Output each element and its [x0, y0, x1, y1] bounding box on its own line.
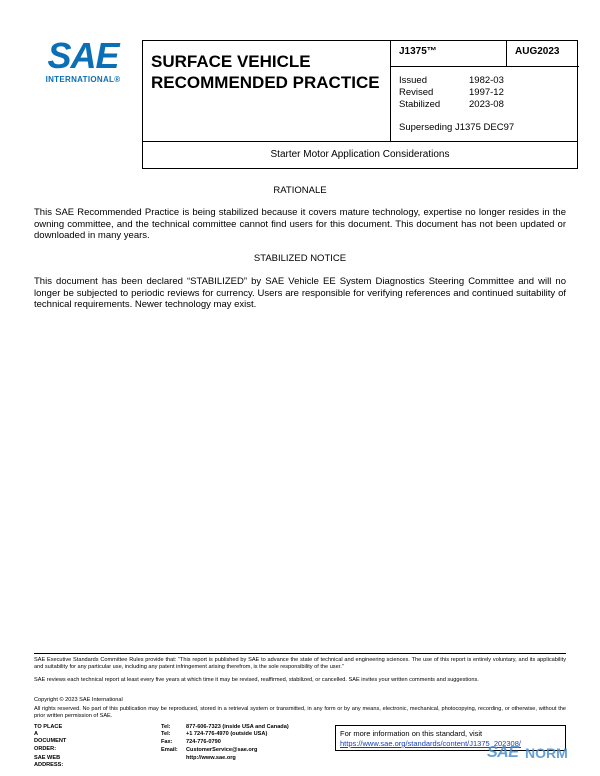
footer-rules-text: SAE Executive Standards Committee Rules provide that: “This report is published by SAE to advance the state of technical and engineering sciences. The use of this report is entirely voluntary, and its applicability and suitability for any particular use, including any patent infringement arising therefrom, is the sole responsibility of the user.”: [34, 657, 566, 670]
issued-label: Issued: [399, 75, 427, 86]
rationale-heading: RATIONALE: [273, 185, 327, 196]
document-type-box: [143, 41, 391, 141]
sae-logo: [38, 35, 128, 88]
logo-brand: SAE: [47, 35, 119, 76]
document-type: [151, 51, 380, 93]
email-value: CustomerService@sae.org: [186, 747, 258, 753]
document-dates: [399, 75, 504, 111]
tel2-label: Tel:: [161, 731, 171, 737]
standard-link[interactable]: https://www.sae.org/standards/content/J1375_202308/: [340, 739, 521, 748]
footer-copyright: Copyright © 2023 SAE International: [34, 697, 123, 703]
web-value: http://www.sae.org: [186, 755, 236, 761]
watermark: [487, 744, 597, 774]
stabilized-notice-heading: STABILIZED NOTICE: [253, 253, 347, 264]
more-info-text: For more information on this standard, visit: [340, 729, 483, 738]
fax-value: 724-776-0790: [186, 739, 221, 745]
document-header: [142, 40, 578, 169]
stabilized-label: Stabilized: [399, 99, 441, 110]
logo-subtitle: INTERNATIONAL®: [45, 75, 121, 84]
rationale-paragraph: This SAE Recommended Practice is being stabilized because it covers mature technology, expertise no longer resides in the owning committee, and the technical committee cannot find users for this document. This document has not been updated or downloaded in many years.: [34, 207, 566, 241]
email-label: Email:: [161, 747, 178, 753]
document-date: AUG2023: [507, 41, 579, 67]
stabilized-notice-paragraph: This document has been declared “STABILIZED” by SAE Vehicle EE System Diagnostics Steering Committee and will no longer be subjected to periodic reviews for currency. Users are responsible for verifying references and continued suitability of technical requirements. Newer technology may exist.: [34, 276, 566, 310]
document-subtitle: Starter Motor Application Considerations: [143, 141, 577, 168]
footer-rights-text: All rights reserved. No part of this publication may be reproduced, stored in a retrieval system or transmitted, in any form or by any means, electronic, mechanical, photocopying, recording, or otherwise, without the prior written permission of SAE.: [34, 706, 566, 719]
superseding-note: Superseding J1375 DEC97: [399, 122, 515, 133]
revised-row: [399, 87, 504, 99]
revised-label: Revised: [399, 87, 434, 98]
footer-review-text: SAE reviews each technical report at least every five years at which time it may be revised, reaffirmed, stabilized, or cancelled. SAE invites your written comments and suggestions.: [34, 677, 479, 683]
tel-value: 877-606-7323 (inside USA and Canada): [186, 724, 289, 730]
document-info-box: [391, 41, 579, 141]
stabilized-value: 2023-08: [469, 99, 504, 110]
issued-value: 1982-03: [469, 75, 504, 86]
document-type-line2: RECOMMENDED PRACTICE: [151, 73, 380, 92]
watermark-word: NORM: [525, 745, 568, 761]
order-label: TO PLACE A DOCUMENT ORDER:: [34, 724, 67, 752]
revised-value: 1997-12: [469, 87, 504, 98]
fax-label: Fax:: [161, 739, 173, 745]
watermark-brand: SAE: [487, 744, 519, 761]
stabilized-row: [399, 99, 504, 111]
tel2-value: +1 724-776-4970 (outside USA): [186, 731, 268, 737]
footer-divider: [34, 653, 566, 654]
document-number: J1375™: [391, 41, 507, 67]
issued-row: [399, 75, 504, 87]
tel-label: Tel:: [161, 724, 171, 730]
web-label: SAE WEB ADDRESS:: [34, 755, 64, 769]
document-type-line1: SURFACE VEHICLE: [151, 52, 311, 71]
